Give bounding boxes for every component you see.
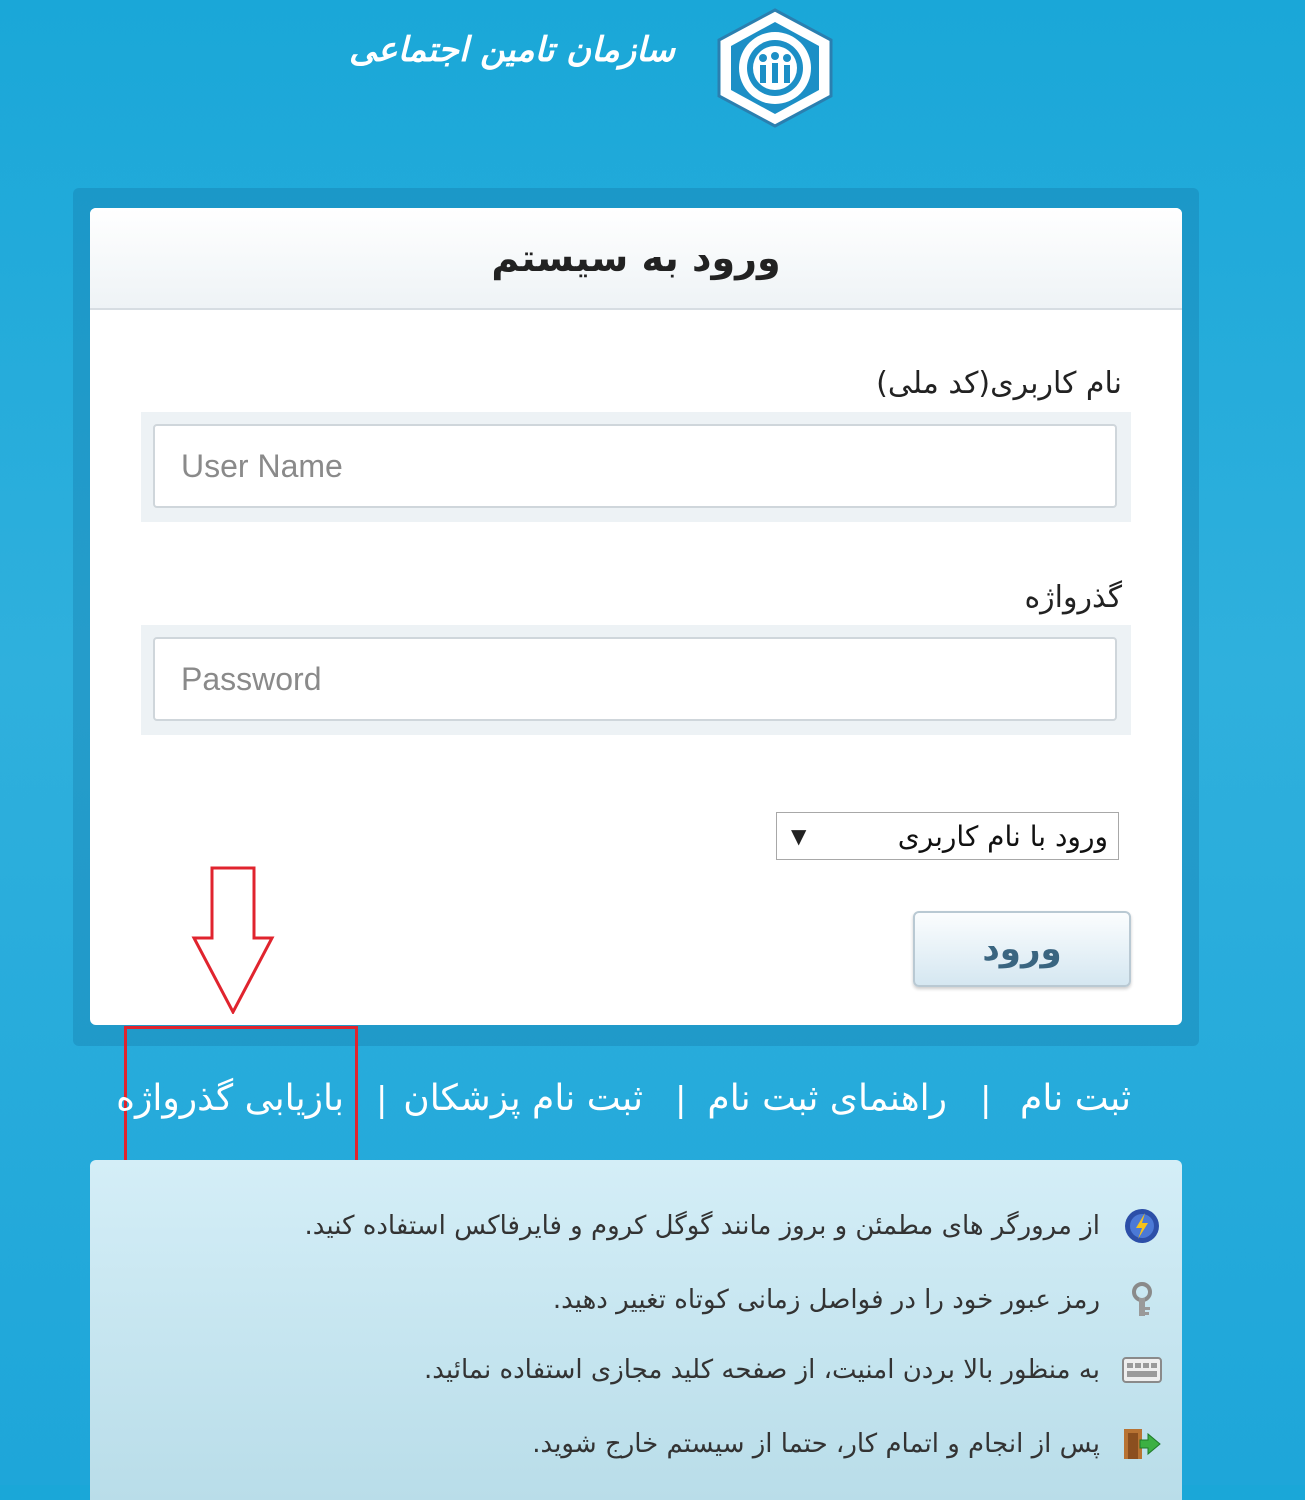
key-icon [1122, 1280, 1162, 1320]
tip-text: از مرورگر های مطمئن و بروز مانند گوگل کروم و فایرفاکس استفاده کنید. [304, 1211, 1100, 1241]
tip-text: پس از انجام و اتمام کار، حتما از سیستم خارج شوید. [532, 1429, 1100, 1459]
link-password-recovery[interactable]: بازیابی گذرواژه [116, 1078, 344, 1119]
login-mode-select[interactable] [776, 812, 1119, 860]
password-label: گذرواژه [1024, 580, 1122, 615]
username-field-wrap [141, 412, 1131, 522]
password-field-wrap [141, 625, 1131, 735]
tip-item [553, 1280, 1162, 1320]
link-register[interactable]: ثبت نام [1020, 1078, 1131, 1119]
tip-item [532, 1424, 1162, 1464]
login-button[interactable]: ورود [913, 911, 1131, 987]
link-register-guide[interactable]: راهنمای ثبت نام [707, 1078, 947, 1119]
link-separator: | [675, 1080, 687, 1120]
tip-text: به منظور بالا بردن امنیت، از صفحه کلید مجازی استفاده نمائید. [424, 1355, 1100, 1385]
username-input[interactable] [153, 424, 1117, 508]
keyboard-icon [1122, 1350, 1162, 1390]
browser-icon [1122, 1206, 1162, 1246]
org-name: سازمان تامین اجتماعی [348, 30, 675, 70]
username-label: نام کاربری(کد ملی) [876, 366, 1122, 401]
header-logo [348, 0, 850, 135]
tip-item [304, 1206, 1162, 1246]
annotation-down-arrow-icon [190, 866, 276, 1014]
tip-text: رمز عبور خود را در فواصل زمانی کوتاه تغییر دهید. [552, 1285, 1100, 1315]
login-title: ورود به سیستم [491, 236, 781, 280]
password-input[interactable] [153, 637, 1117, 721]
link-separator: | [376, 1080, 388, 1120]
exit-icon [1122, 1424, 1162, 1464]
security-tips-panel [90, 1160, 1182, 1500]
org-emblem-icon [713, 8, 837, 128]
link-separator: | [980, 1080, 992, 1120]
dropdown-arrow-icon: ▼ [791, 824, 807, 848]
link-doctor-register[interactable]: ثبت نام پزشکان [403, 1078, 643, 1119]
login-mode-value: ورود با نام کاربری [897, 819, 1108, 853]
login-card-header [90, 208, 1182, 310]
tip-item [424, 1350, 1162, 1390]
